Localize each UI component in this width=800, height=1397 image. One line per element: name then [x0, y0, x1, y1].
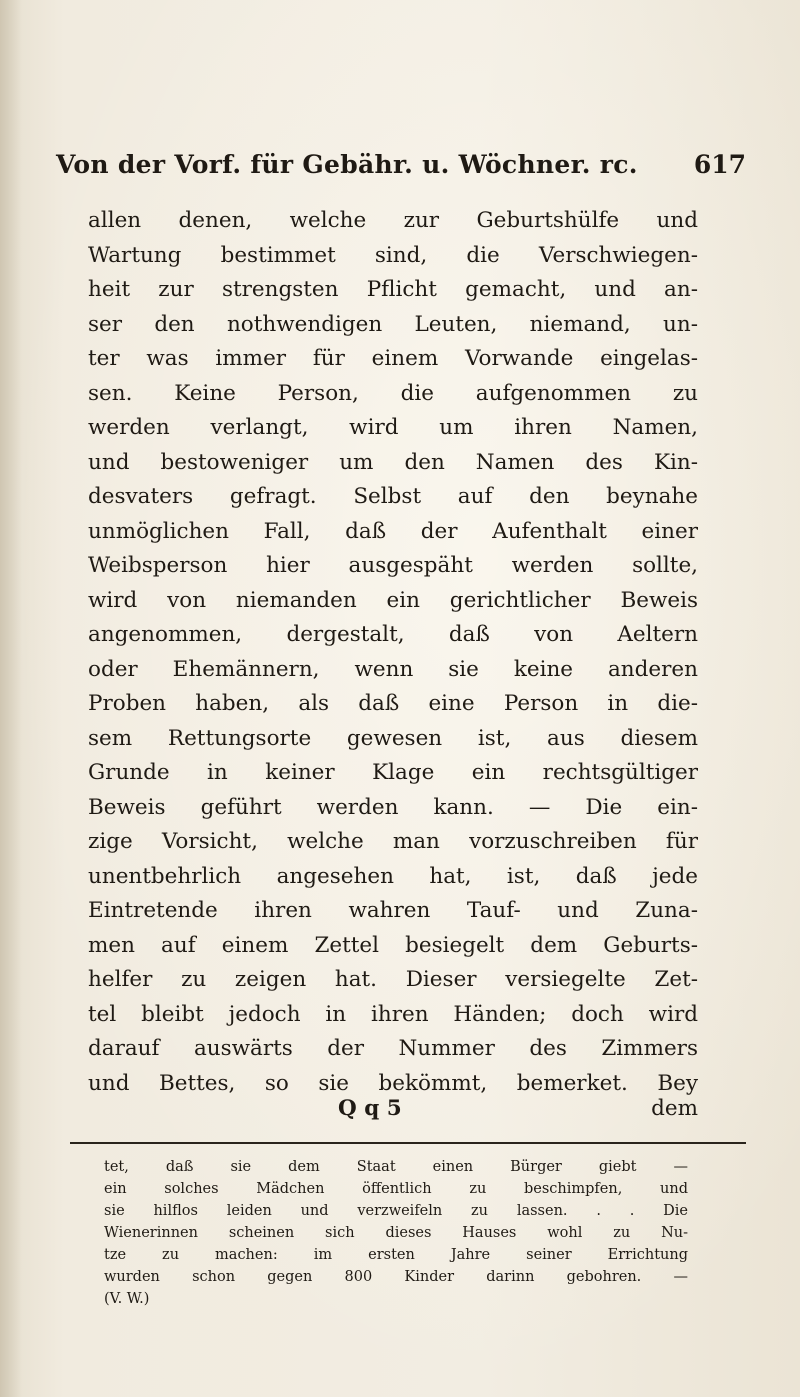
footnote-line: sie hilflos leiden und verzweifeln zu lassen. . . Die: [104, 1203, 688, 1219]
text-line: tel bleibt jedoch in ihren Händen; doch wird: [88, 1001, 698, 1027]
text-line: unentbehrlich angesehen hat, ist, daß jede: [88, 863, 698, 889]
text-line: Beweis geführt werden kann. — Die ein-: [88, 794, 698, 820]
footnote-line: tze zu machen: im ersten Jahre seiner Errichtung: [104, 1247, 688, 1263]
text-line: sen. Keine Person, die aufgenommen zu: [88, 380, 698, 406]
signature-line: [88, 1096, 698, 1130]
footnote-divider: [70, 1142, 746, 1144]
footnote-line: Wienerinnen scheinen sich dieses Hauses wohl zu Nu-: [104, 1225, 688, 1241]
footnote: [104, 1156, 688, 1310]
text-line: Grunde in keiner Klage ein rechtsgültiger: [88, 760, 698, 785]
text-line: Weibsperson hier ausgespäht werden sollte,: [88, 553, 698, 578]
signature-mark: Q q 5: [338, 1096, 402, 1121]
text-line: werden verlangt, wird um ihren Namen,: [88, 415, 698, 440]
running-head: Von der Vorf. für Gebähr. u. Wöchner. rc.: [56, 150, 638, 179]
page-header: [56, 150, 756, 190]
page-number: 617: [693, 150, 746, 179]
text-line: angenommen, dergestalt, daß von Aeltern: [88, 622, 698, 647]
text-line: und bestoweniger um den Namen des Kin-: [88, 449, 698, 475]
text-line: allen denen, welche zur Geburtshülfe und: [88, 208, 698, 233]
text-line: wird von niemanden ein gerichtlicher Beweis: [88, 587, 698, 613]
text-line: zige Vorsicht, welche man vorzuschreiben für: [88, 829, 698, 854]
text-line: ser den nothwendigen Leuten, niemand, un-: [88, 311, 698, 337]
text-line: unmöglichen Fall, daß der Aufenthalt einer: [88, 518, 698, 544]
footnote-line: ein solches Mädchen öffentlich zu beschimpfen, und: [104, 1181, 688, 1197]
catchword: dem: [651, 1096, 698, 1121]
text-line: heit zur strengsten Pflicht gemacht, und an-: [88, 277, 698, 302]
text-line: desvaters gefragt. Selbst auf den beynahe: [88, 484, 698, 509]
text-line: und Bettes, so sie bekömmt, bemerket. Bey: [88, 1070, 698, 1096]
main-text: [88, 204, 698, 1101]
footnote-line: tet, daß sie dem Staat einen Bürger giebt —: [104, 1159, 688, 1175]
text-line: helfer zu zeigen hat. Dieser versiegelte Zet-: [88, 967, 698, 992]
text-line: Proben haben, als daß eine Person in die-: [88, 691, 698, 716]
text-line: Wartung bestimmet sind, die Verschwiegen-: [88, 242, 698, 268]
text-line: sem Rettungsorte gewesen ist, aus diesem: [88, 725, 698, 751]
text-line: ter was immer für einem Vorwande eingelas-: [88, 346, 698, 371]
footnote-line: (V. W.): [104, 1291, 150, 1307]
text-line: darauf auswärts der Nummer des Zimmers: [88, 1036, 698, 1061]
text-line: Eintretende ihren wahren Tauf- und Zuna-: [88, 898, 698, 923]
text-line: men auf einem Zettel besiegelt dem Geburts-: [88, 932, 698, 958]
footnote-line: wurden schon gegen 800 Kinder darinn gebohren. —: [104, 1269, 688, 1285]
page-gutter-shadow: [0, 0, 22, 1397]
text-line: oder Ehemännern, wenn sie keine anderen: [88, 656, 698, 682]
